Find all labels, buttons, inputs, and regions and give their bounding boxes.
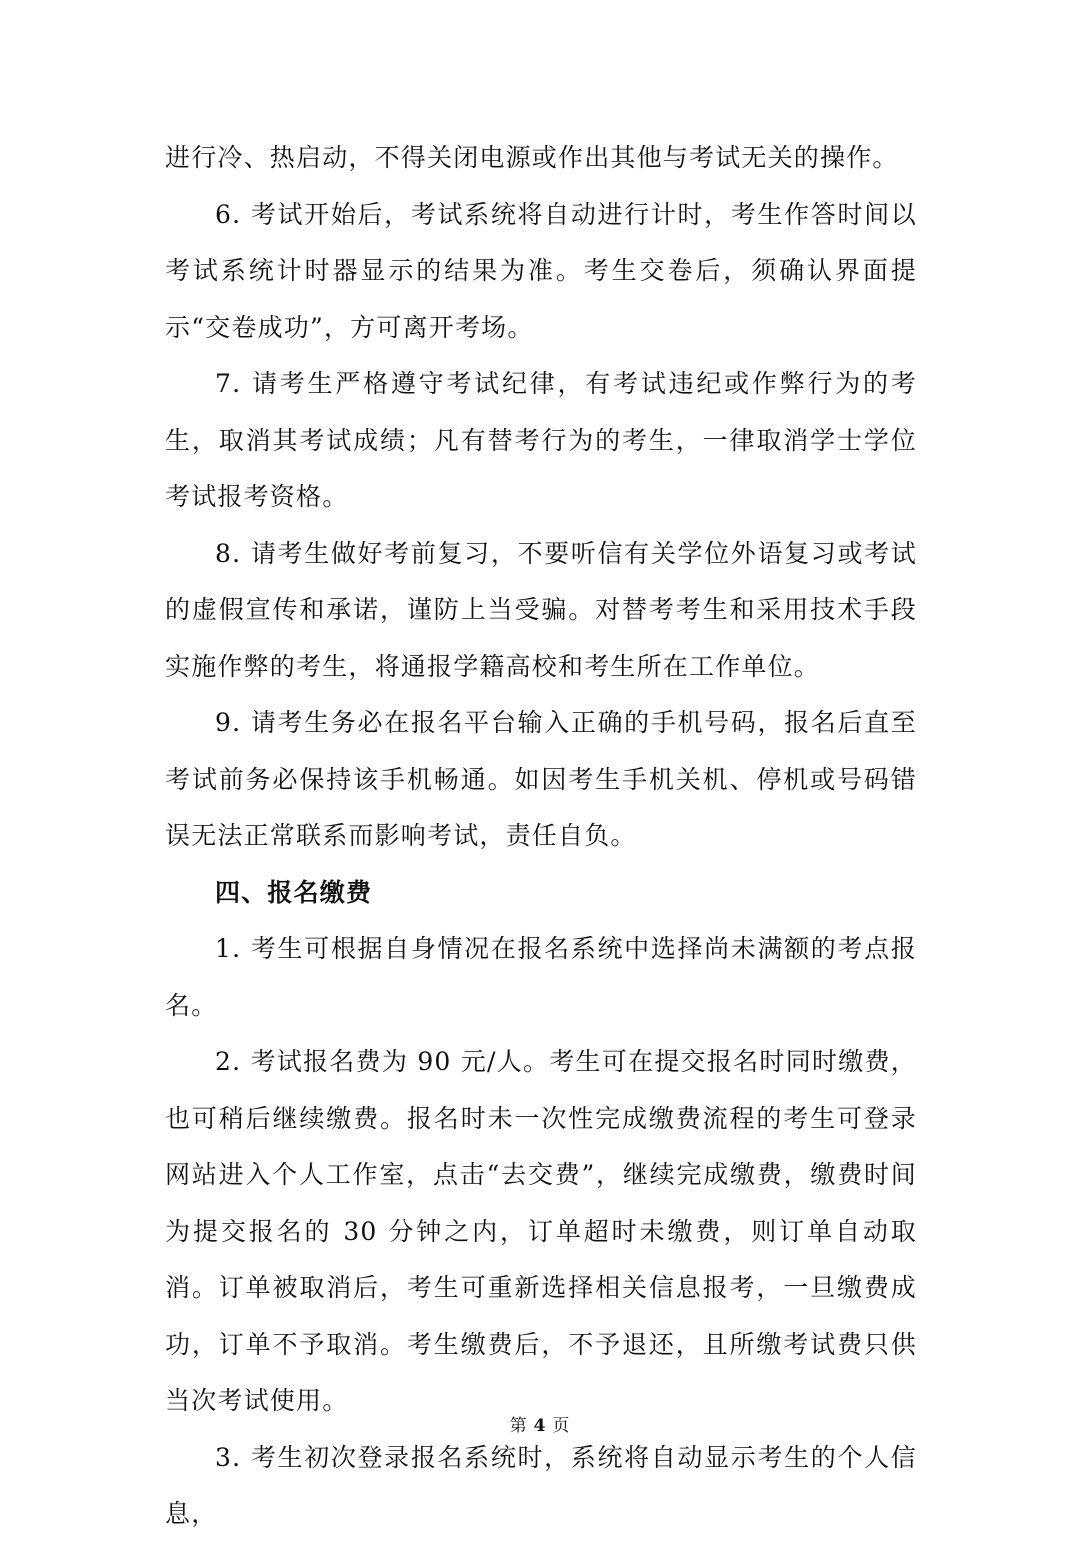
paragraph-item-8: 8. 请考生做好考前复习，不要听信有关学位外语复习或考试的虚假宣传和承诺，谨防上当受骗。对替考考生和采用技术手段实施作弊的考生，将通报学籍高校和考生所在工作单位。 [165,538,917,681]
page-number: 4 [533,1416,547,1436]
section-paragraph-1: 1. 考生可根据自身情况在报名系统中选择尚未满额的考点报名。 [165,934,917,1020]
paragraph-item-7: 7. 请考生严格遵守考试纪律，有考试违纪或作弊行为的考生，取消其考试成绩；凡有替考行为的考生，一律取消学士学位考试报考资格。 [165,369,917,511]
section-heading: 四、报名缴费 [215,877,373,907]
section-paragraph-3: 3. 考生初次登录报名系统时，系统将自动显示考生的个人信息， [165,1442,917,1528]
footer-prefix: 第 [509,1416,528,1436]
paragraph-continued: 进行冷、热启动，不得关闭电源或作出其他与考试无关的操作。 [165,143,899,172]
page-body [165,130,917,1543]
paragraph-item-6: 6. 考试开始后，考试系统将自动进行计时，考生作答时间以考试系统计时器显示的结果为准。考生交卷后，须确认界面提示“交卷成功”，方可离开考场。 [165,199,917,342]
section-paragraph-2: 2. 考试报名费为 90 元/人。考生可在提交报名时同时缴费，也可稍后继续缴费。报名时未一次性完成缴费流程的考生可登录网站进入个人工作室，点击“去交费”，继续完成缴费，缴费时间为提交报名的 30 分钟之内，订单超时未缴费，则订单自动取消。订单被取消后，考生可重新选择相关信息报考，一旦缴费成功，订单不予取消。考生缴费后，不予退还，且所缴考试费只供当次考试使用。 [165,1047,917,1415]
page-footer [0,1414,1080,1438]
paragraph-item-9: 9. 请考生务必在报名平台输入正确的手机号码，报名后直至考试前务必保持该手机畅通。如因考生手机关机、停机或号码错误无法正常联系而影响考试，责任自负。 [165,708,917,850]
footer-suffix: 页 [552,1416,571,1436]
